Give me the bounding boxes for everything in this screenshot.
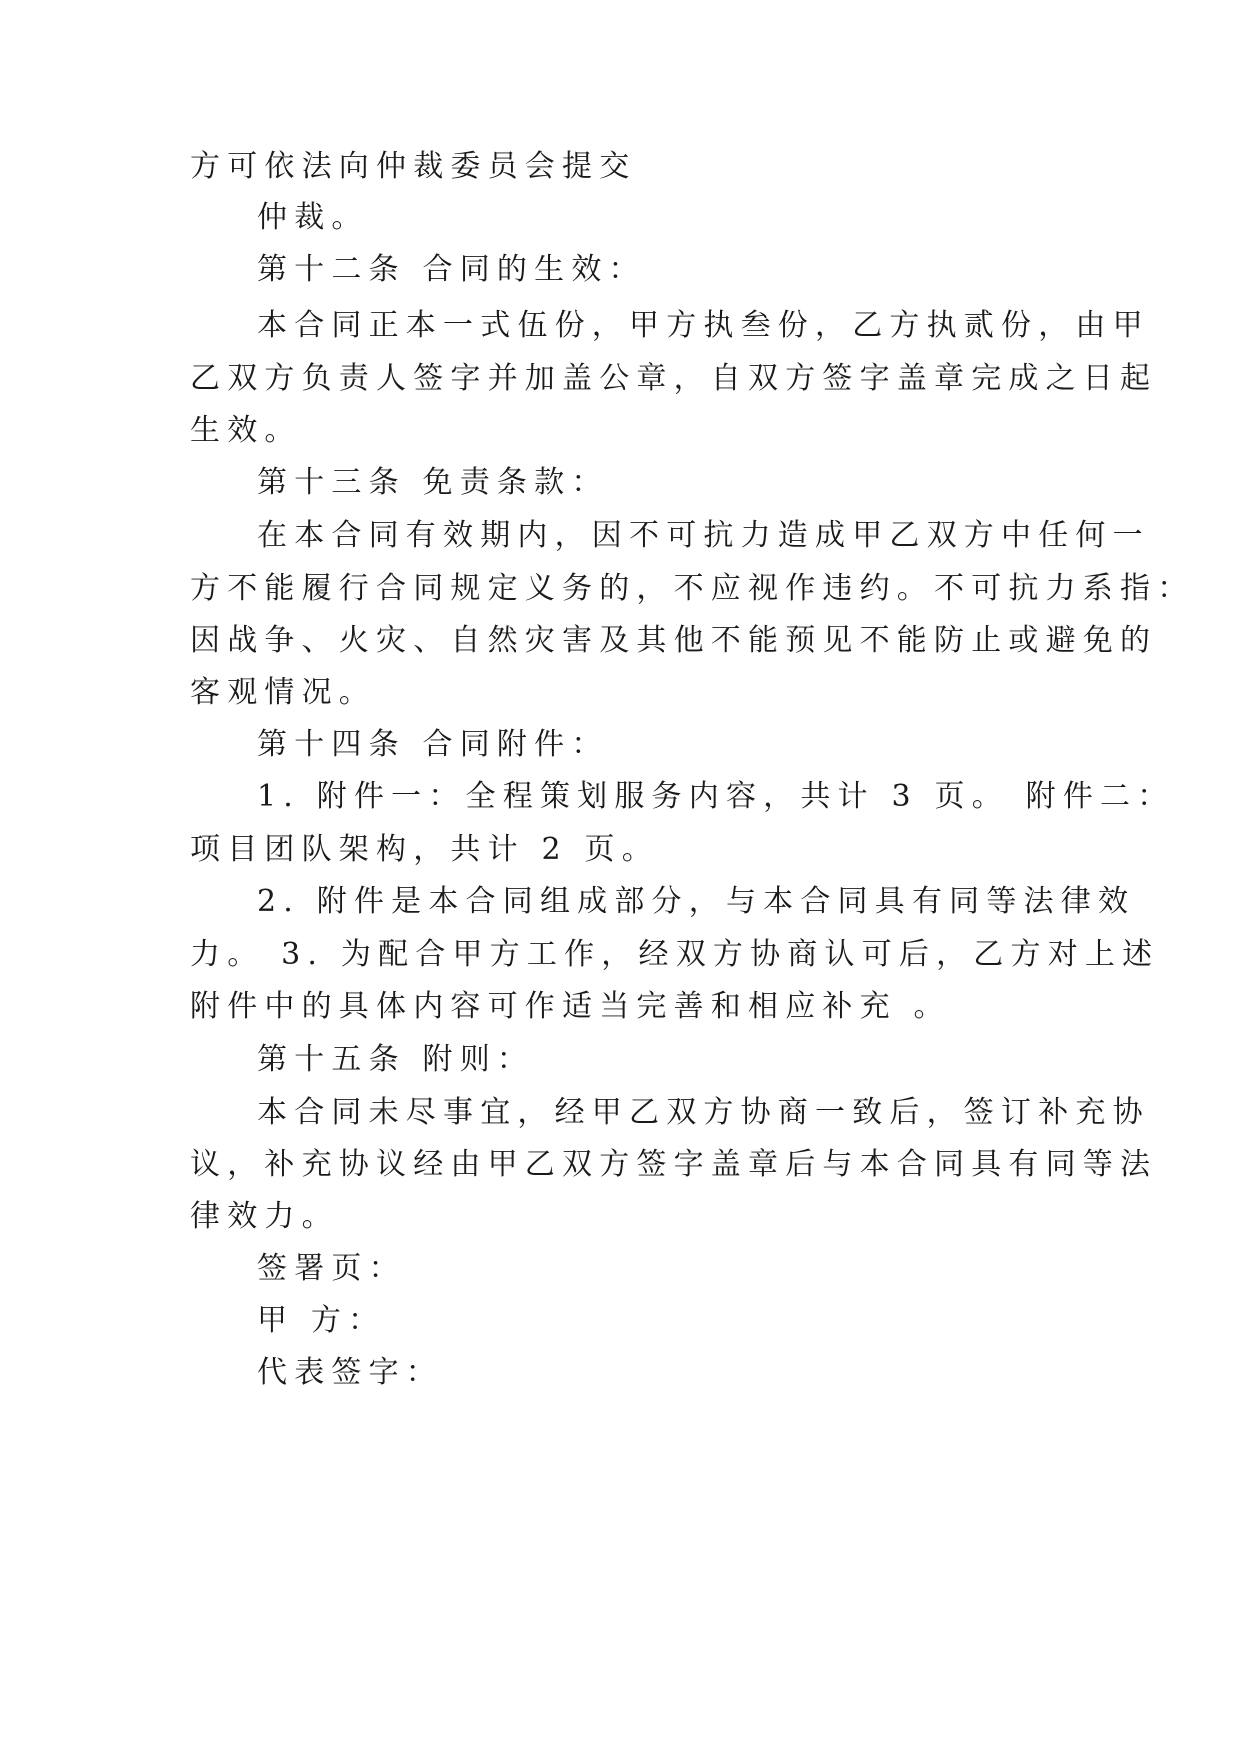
text-line: 方不能履行合同规定义务的，不应视作违约。不可抗力系指： [190, 571, 1195, 606]
text-line: 议，补充协议经由甲乙双方签字盖章后与本合同具有同等法 [190, 1147, 1158, 1182]
list-item: 2. 附件是本合同组成部分，与本合同具有同等法律效 [257, 884, 1136, 919]
text-line: 乙双方负责人签字并加盖公章，自双方签字盖章完成之日起 [190, 361, 1158, 396]
party-a-label: 甲 方： [257, 1303, 386, 1338]
signature-page-label: 签署页： [257, 1251, 406, 1286]
text-line: 本合同未尽事宜，经甲乙双方协商一致后，签订补充协 [257, 1095, 1150, 1130]
text-line: 本合同正本一式伍份，甲方执叁份，乙方执贰份，由甲 [257, 308, 1150, 343]
list-item: 1. 附件一：全程策划服务内容，共计 3 页。 附件二： [257, 779, 1175, 814]
text-line: 力。 3. 为配合甲方工作，经双方协商认可后，乙方对上述 [190, 937, 1160, 972]
text-line: 项目团队架构，共计 2 页。 [190, 832, 659, 867]
article-heading: 第十二条 合同的生效： [257, 252, 646, 287]
text-line: 方可依法向仲裁委员会提交 [190, 149, 637, 184]
text-line: 律效力。 [190, 1199, 339, 1234]
article-heading: 第十三条 免责条款： [257, 465, 609, 500]
text-line: 仲裁。 [257, 200, 369, 235]
article-heading: 第十五条 附则： [257, 1042, 535, 1077]
text-line: 生效。 [190, 413, 302, 448]
text-line: 因战争、火灾、自然灾害及其他不能预见不能防止或避免的 [190, 623, 1158, 658]
representative-signature-label: 代表签字： [257, 1355, 443, 1390]
article-heading: 第十四条 合同附件： [257, 727, 609, 762]
text-line: 客观情况。 [190, 675, 376, 710]
text-line: 附件中的具体内容可作适当完善和相应补充 。 [190, 989, 951, 1024]
text-line: 在本合同有效期内，因不可抗力造成甲乙双方中任何一 [257, 518, 1150, 553]
